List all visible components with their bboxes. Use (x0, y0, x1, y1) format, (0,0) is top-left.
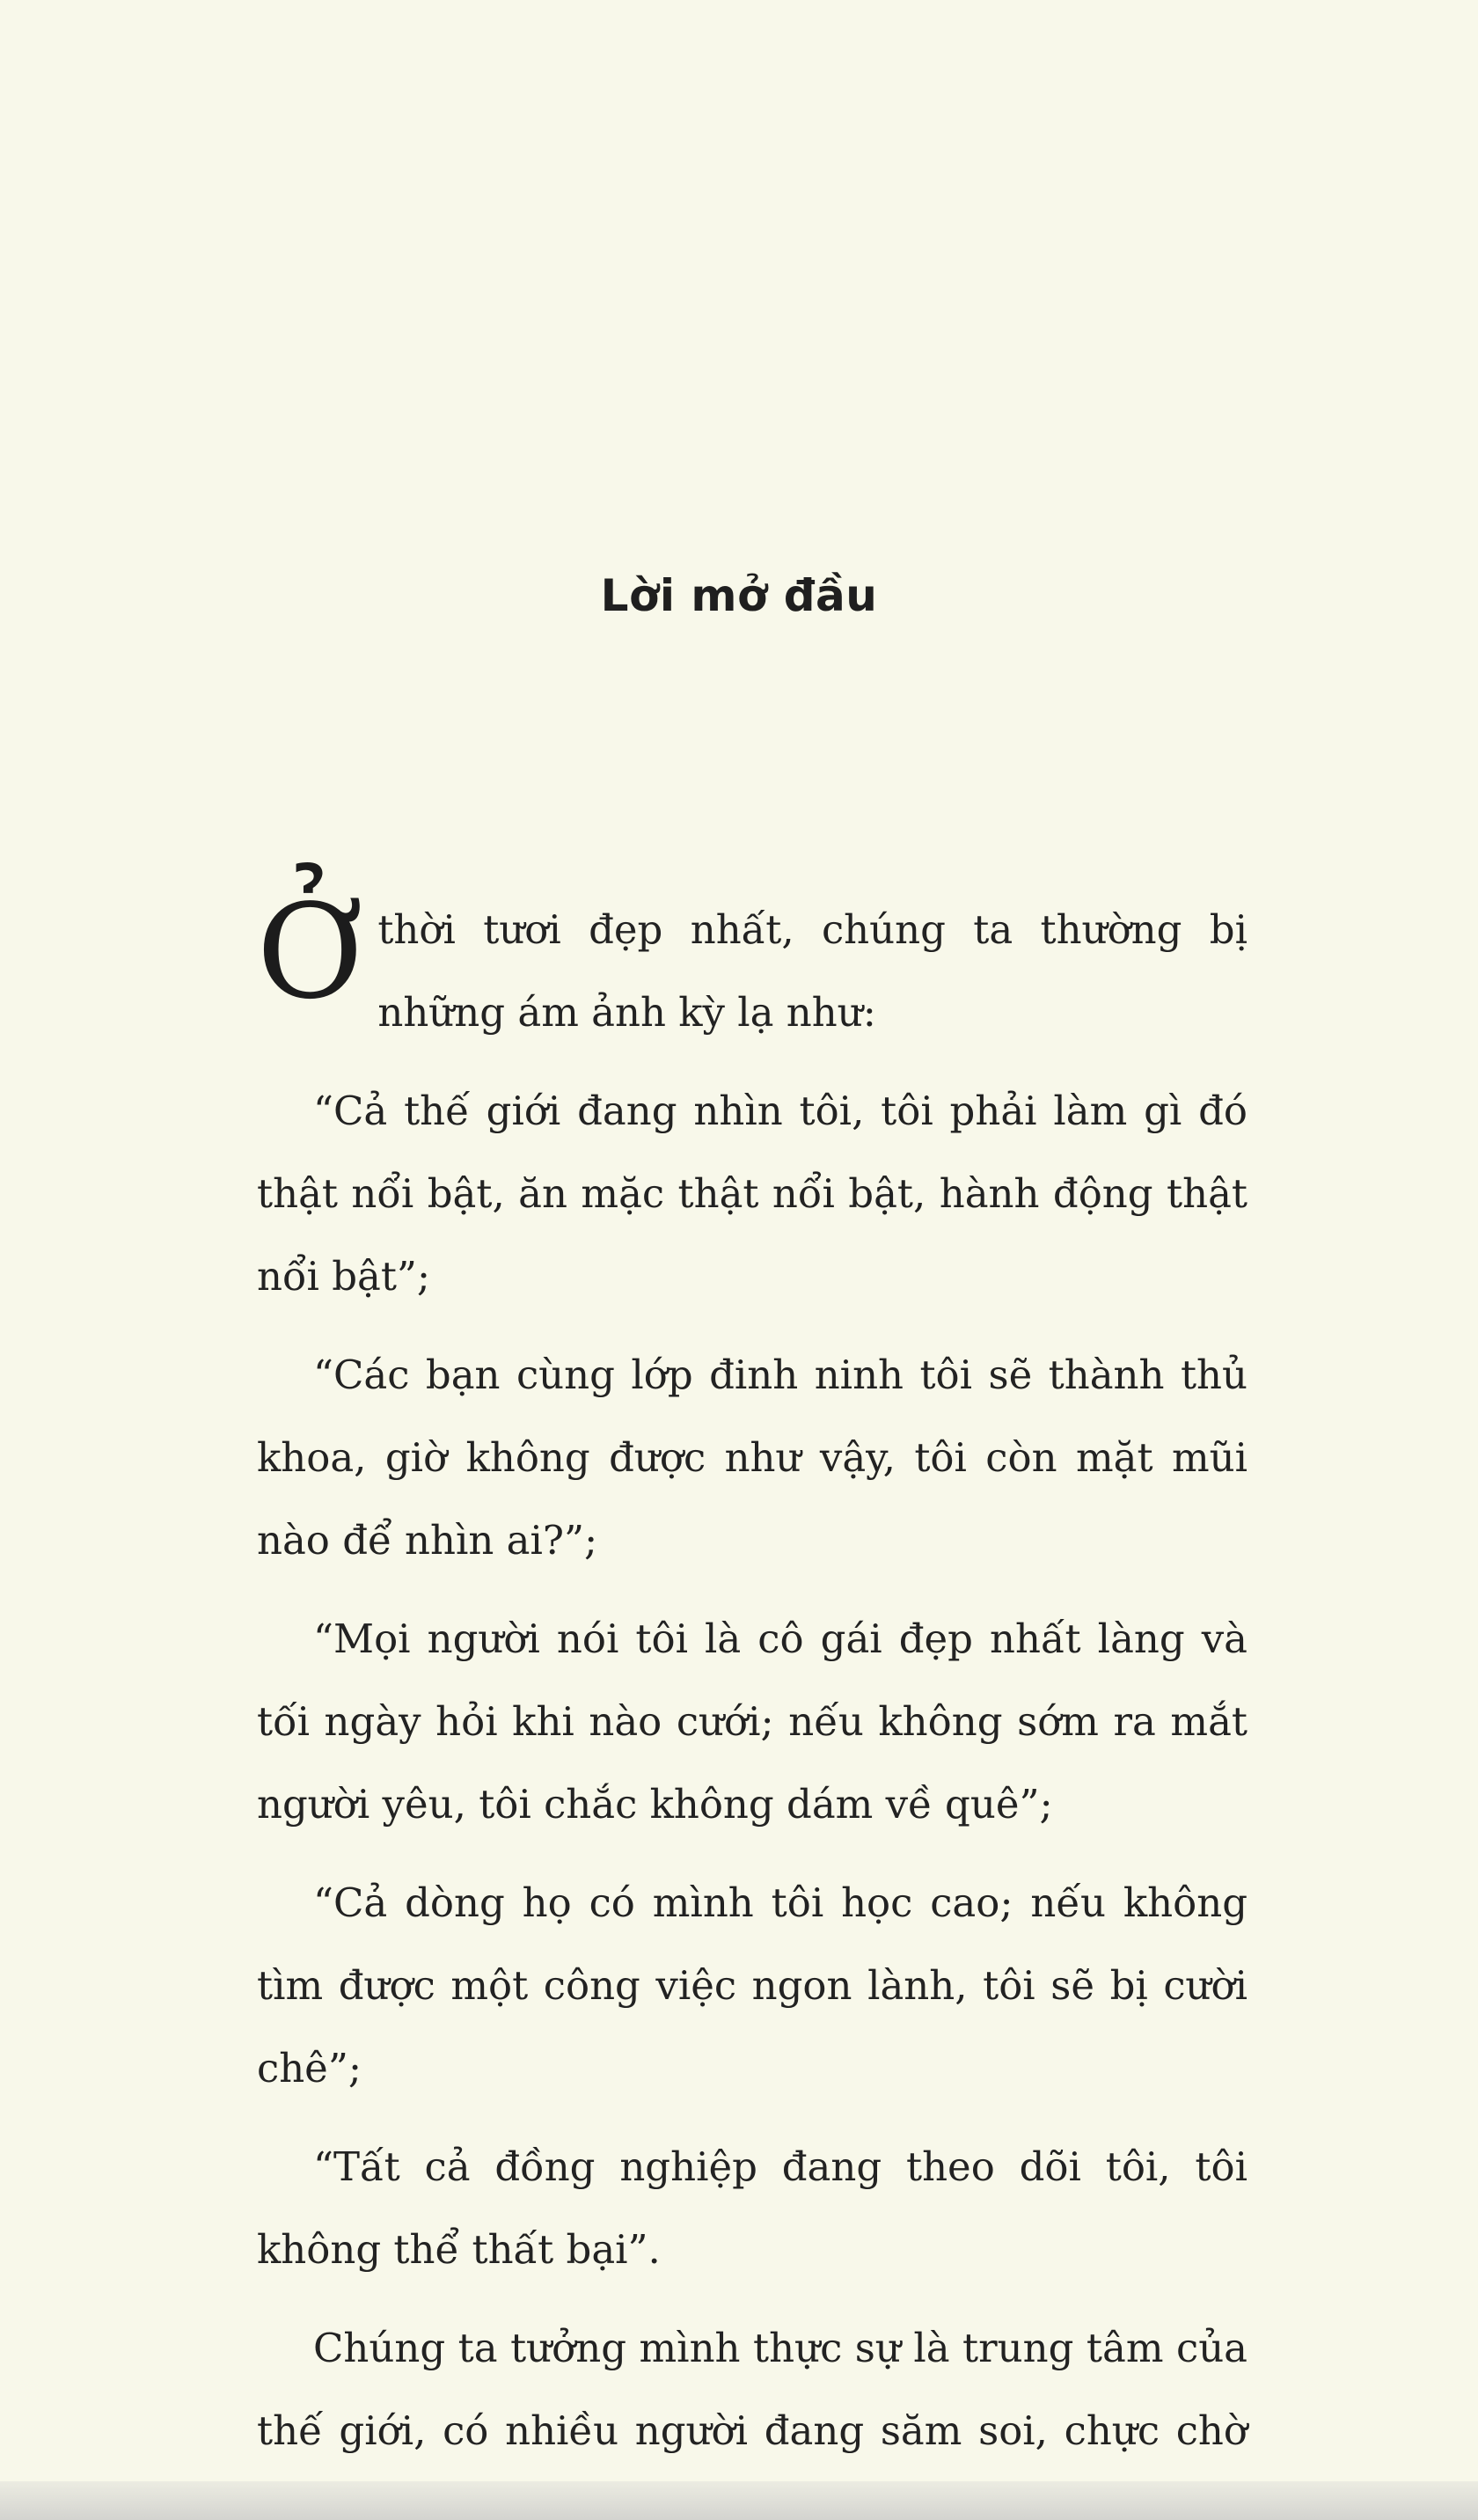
paragraph-1-text: thời tươi đẹp nhất, chúng ta thường bị những ám ảnh kỳ lạ như: (377, 906, 1248, 1036)
drop-cap: Ở (257, 876, 364, 1028)
paragraph-1 (257, 876, 1248, 1054)
paragraph-7: Chúng ta tưởng mình thực sự là trung tâm của thế giới, có nhiều người đang săm soi, chực chờ (257, 2325, 1248, 2454)
paragraph-4: “Mọi người nói tôi là cô gái đẹp nhất làng và tối ngày hỏi khi nào cưới; nếu không sớm ra mắt người yêu, tôi chắc không dám về quê”; (257, 1615, 1248, 1828)
paragraph-5: “Cả dòng họ có mình tôi học cao; nếu không tìm được một công việc ngon lành, tôi sẽ bị cười chê”; (257, 1879, 1248, 2091)
body-text (257, 876, 1248, 2520)
chapter-title: Lời mở đầu (600, 570, 878, 621)
paragraph-6: “Tất cả đồng nghiệp đang theo dõi tôi, tôi không thể thất bại”. (257, 2143, 1248, 2273)
paragraph-2: “Cả thế giới đang nhìn tôi, tôi phải làm gì đó thật nổi bật, ăn mặc thật nổi bật, hành động thật nổi bật”; (257, 1088, 1248, 1300)
paragraph-3: “Các bạn cùng lớp đinh ninh tôi sẽ thành thủ khoa, giờ không được như vậy, tôi còn mặt mũi nào để nhìn ai?”; (257, 1352, 1248, 1564)
page-bottom-edge (0, 2481, 1478, 2520)
